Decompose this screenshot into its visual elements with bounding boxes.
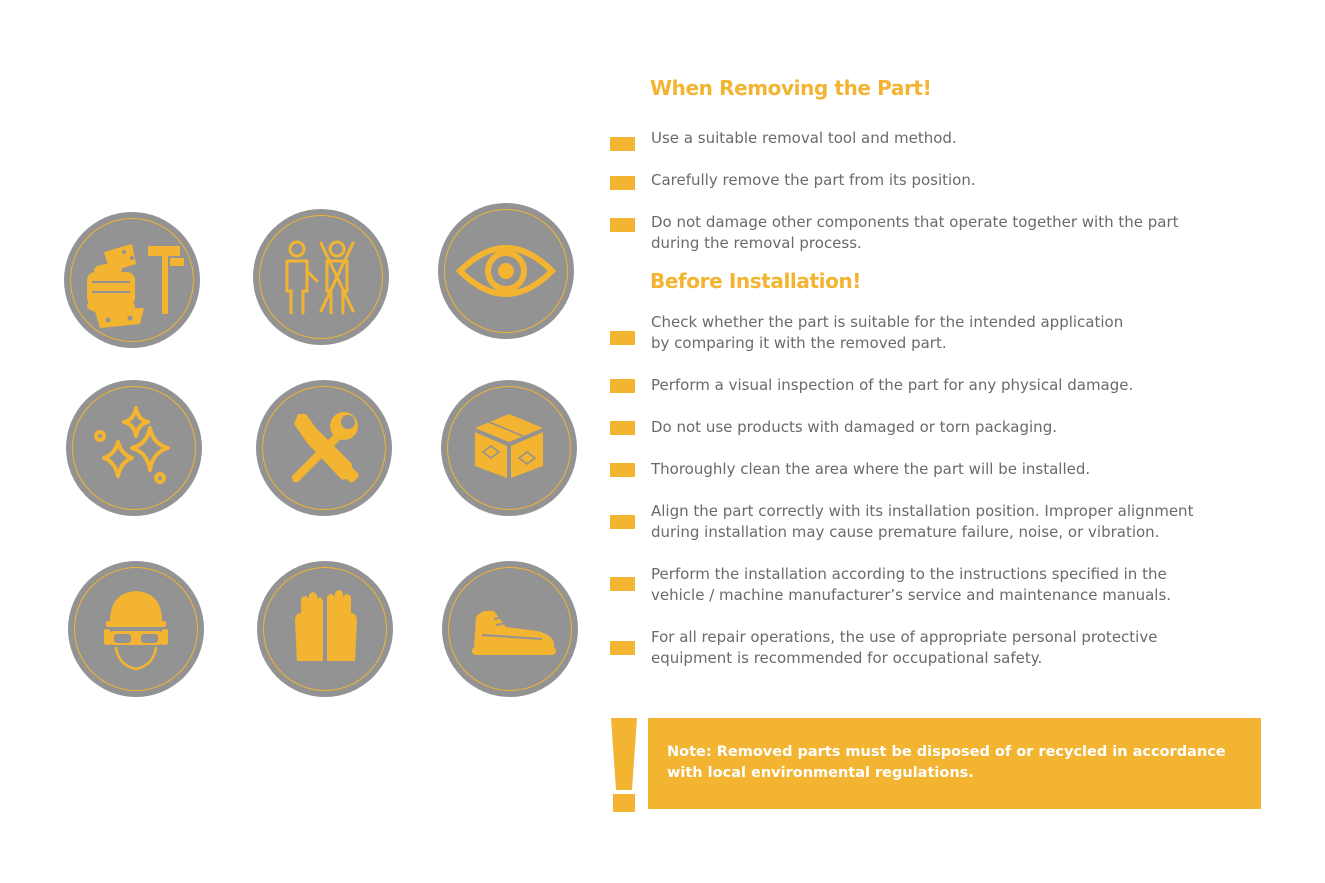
note-text: Note: Removed parts must be disposed of or recycled in accordance with local environmental regulations. (667, 744, 1226, 781)
list-item-text: Carefully remove the part from its position. (651, 171, 976, 189)
note-box (648, 718, 1261, 809)
mechanic-only-icon-graphic (253, 209, 389, 345)
bullet-marker (610, 379, 635, 393)
clean-sparkle-icon-graphic (66, 380, 202, 516)
bullet-marker (610, 176, 635, 190)
safety-shoe-icon (442, 561, 578, 697)
bullet-marker (610, 137, 635, 151)
bullet-marker (610, 463, 635, 477)
list-item-text: Perform the installation according to the instructions specified in the vehicle / machine manufacturer’s service and maintenance manuals. (651, 565, 1172, 604)
list-item-text: Perform a visual inspection of the part for any physical damage. (651, 376, 1134, 394)
exclamation-icon (611, 718, 637, 812)
list-item-text: For all repair operations, the use of appropriate personal protective equipment is recommended for occupational safety. (651, 628, 1158, 667)
list-item-text: Do not use products with damaged or torn packaging. (651, 418, 1057, 436)
before-installation-section-title: Before Installation! (650, 269, 862, 293)
bullet-marker (610, 421, 635, 435)
part-and-caliper-icon-graphic (64, 212, 200, 348)
tools-icon (256, 380, 392, 516)
list-item-text: Do not damage other components that operate together with the part during the removal process. (651, 213, 1179, 252)
part-and-caliper-icon (64, 212, 200, 348)
safety-helmet-goggles-icon (68, 561, 204, 697)
package-box-icon (441, 380, 577, 516)
list-item-text: Thoroughly clean the area where the part will be installed. (651, 460, 1091, 478)
eye-icon-graphic (438, 203, 574, 339)
mechanic-only-icon (253, 209, 389, 345)
bullet-marker (610, 515, 635, 529)
protective-gloves-icon-graphic (257, 561, 393, 697)
package-box-icon-graphic (441, 380, 577, 516)
safety-helmet-goggles-icon-graphic (68, 561, 204, 697)
bullet-marker (610, 641, 635, 655)
list-item-text: Use a suitable removal tool and method. (651, 129, 957, 147)
protective-gloves-icon (257, 561, 393, 697)
removing-section-title: When Removing the Part! (650, 76, 932, 100)
bullet-marker (610, 218, 635, 232)
bullet-marker (610, 577, 635, 591)
list-item-text: Check whether the part is suitable for the intended application by comparing it with the removed part. (651, 313, 1124, 352)
list-item-text: Align the part correctly with its installation position. Improper alignment during installation may cause premature failure, noise, or vibration. (651, 502, 1194, 541)
eye-icon (438, 203, 574, 339)
tools-icon-graphic (256, 380, 392, 516)
clean-sparkle-icon (66, 380, 202, 516)
bullet-marker (610, 331, 635, 345)
safety-shoe-icon-graphic (442, 561, 578, 697)
